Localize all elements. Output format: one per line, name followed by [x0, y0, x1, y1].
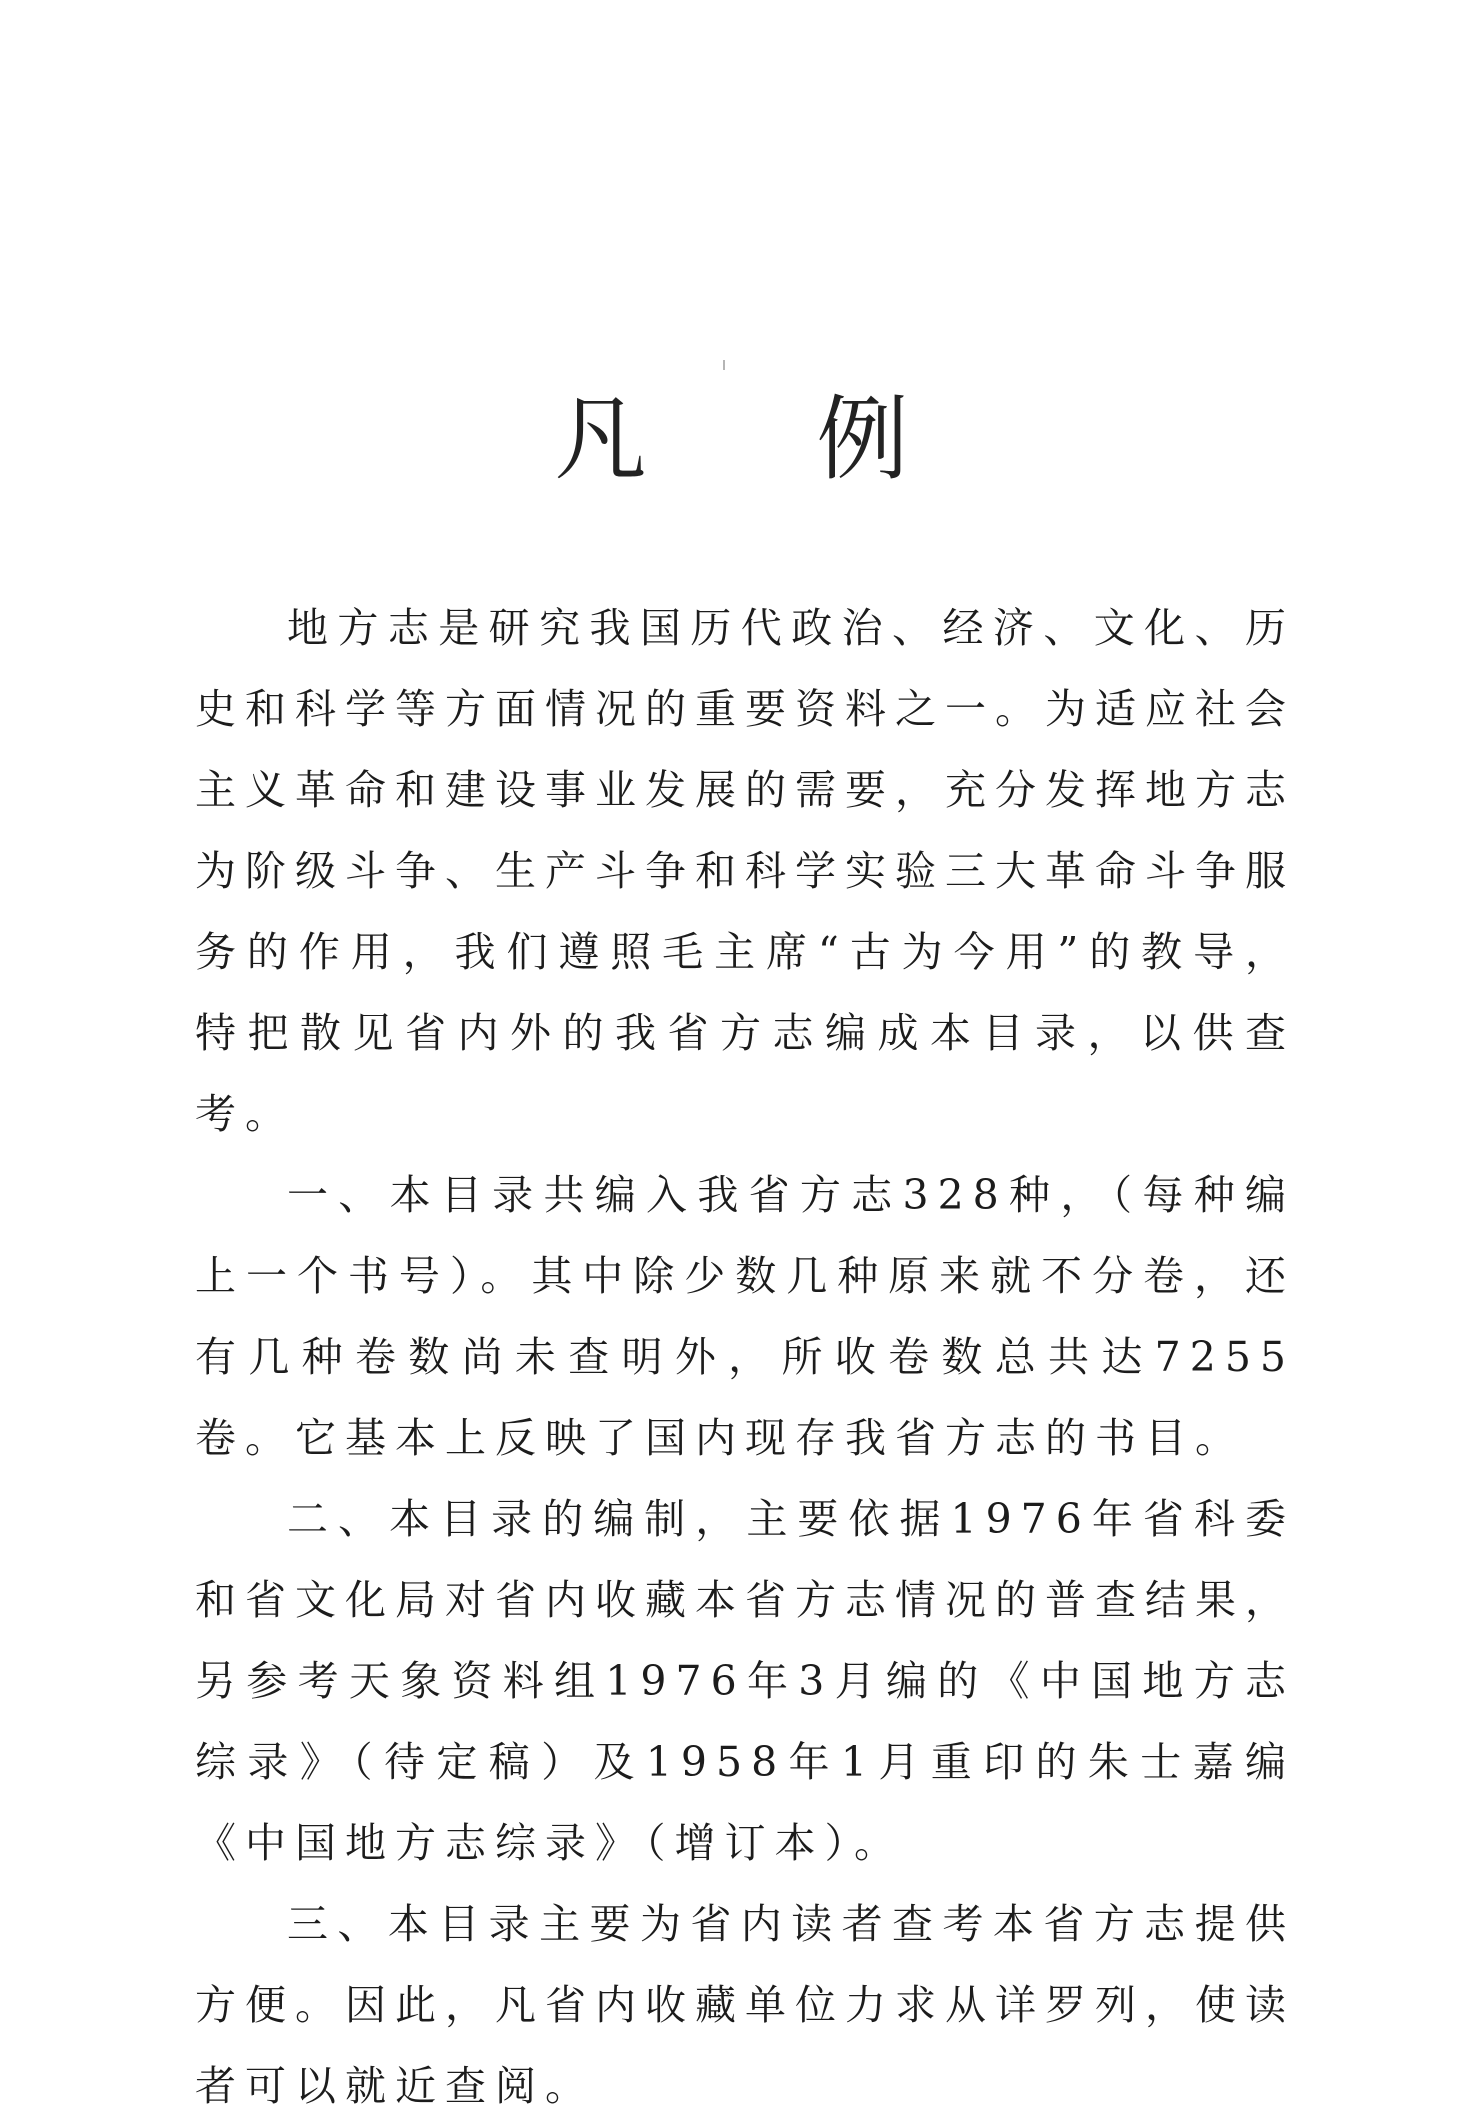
- paragraph-item-2: 二、本目录的编制，主要依据1976年省科委和省文化局对省内收藏本省方志情况的普查结果，另参考天象资料组1976年3月编的《中国地方志综录》（待定稿）及1958年1月重印的朱士嘉编《中国地方志综录》（增订本）。: [195, 1495, 1295, 1867]
- scan-speck: [723, 360, 725, 370]
- paragraph-item-3: 三、本目录主要为省内读者查考本省方志提供方便。因此，凡省内收藏单位力求从详罗列，使读者可以就近查阅。: [195, 1900, 1295, 2110]
- paragraph-item-1: 一、本目录共编入我省方志328种，（每种编上一个书号）。其中除少数几种原来就不分卷，还有几种卷数尚未查明外，所收卷数总共达7255卷。它基本上反映了国内现存我省方志的书目。: [195, 1171, 1295, 1462]
- page-title: 凡例: [554, 386, 1079, 493]
- document-body: [195, 588, 1295, 2127]
- paragraph-intro: 地方志是研究我国历代政治、经济、文化、历史和科学等方面情况的重要资料之一。为适应社会主义革命和建设事业发展的需要，充分发挥地方志为阶级斗争、生产斗争和科学实验三大革命斗争服务的作用，我们遵照毛主席“古为今用”的教导，特把散见省内外的我省方志编成本目录，以供查考。: [195, 604, 1295, 1138]
